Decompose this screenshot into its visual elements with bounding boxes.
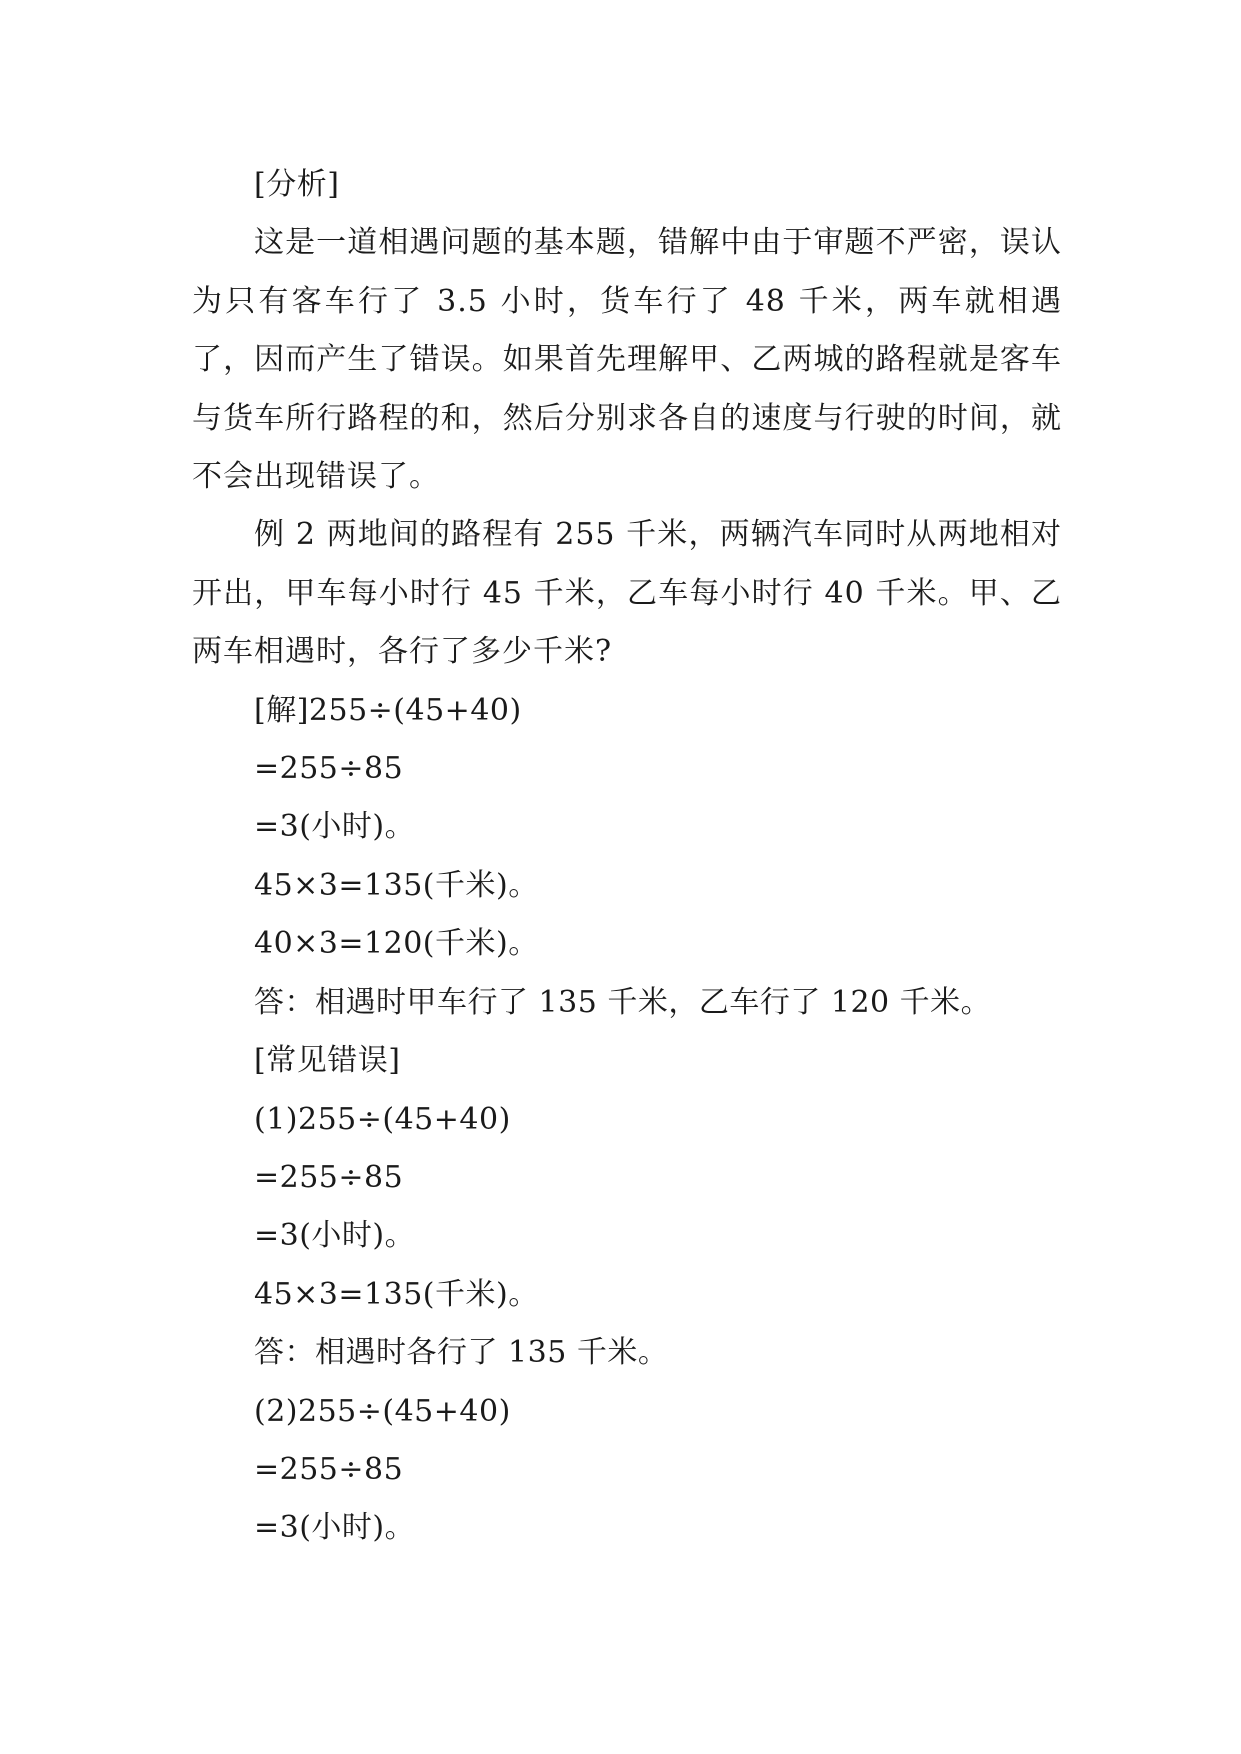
- mistake-2-line: =255÷85: [254, 1451, 404, 1487]
- analysis-heading: [分析]: [254, 167, 340, 202]
- solution-line: [解]255÷(45+40): [254, 692, 522, 728]
- mistake-1-line: (1)255÷(45+40): [254, 1101, 511, 1137]
- example-2-paragraph: 例 2 两地间的路程有 255 千米，两辆汽车同时从两地相对开出，甲车每小时行 45 千米，乙车每小时行 40 千米。甲、乙两车相遇时，各行了多少千米?: [192, 517, 1062, 670]
- mistake-2-line: =3(小时)。: [254, 1510, 416, 1546]
- mistakes-heading: [常见错误]: [254, 1043, 401, 1079]
- solution-block: [192, 682, 1062, 1032]
- solution-line: =3(小时)。: [254, 809, 416, 845]
- mistake-1-line: 45×3=135(千米)。: [254, 1276, 539, 1312]
- analysis-paragraph: 这是一道相遇问题的基本题，错解中由于审题不严密，误认为只有客车行了 3.5 小时，货车行了 48 千米，两车就相遇了，因而产生了错误。如果首先理解甲、乙两城的路程就是客车与货车所行路程的和，然后分别求各自的速度与行驶的时间，就不会出现错误了。: [192, 225, 1062, 495]
- mistake-1-answer: 答：相遇时各行了 135 千米。: [254, 1335, 669, 1371]
- solution-answer: 答：相遇时甲车行了 135 千米，乙车行了 120 千米。: [254, 984, 992, 1020]
- mistake-1-line: =3(小时)。: [254, 1218, 416, 1254]
- mistake-2-block: [192, 1383, 1062, 1558]
- solution-line: 40×3=120(千米)。: [254, 926, 539, 962]
- mistake-1-block: [192, 1091, 1062, 1383]
- document-body: [192, 156, 1062, 1558]
- solution-line: =255÷85: [254, 751, 404, 787]
- mistake-2-line: (2)255÷(45+40): [254, 1393, 511, 1429]
- solution-line: 45×3=135(千米)。: [254, 867, 539, 903]
- mistake-1-line: =255÷85: [254, 1159, 404, 1195]
